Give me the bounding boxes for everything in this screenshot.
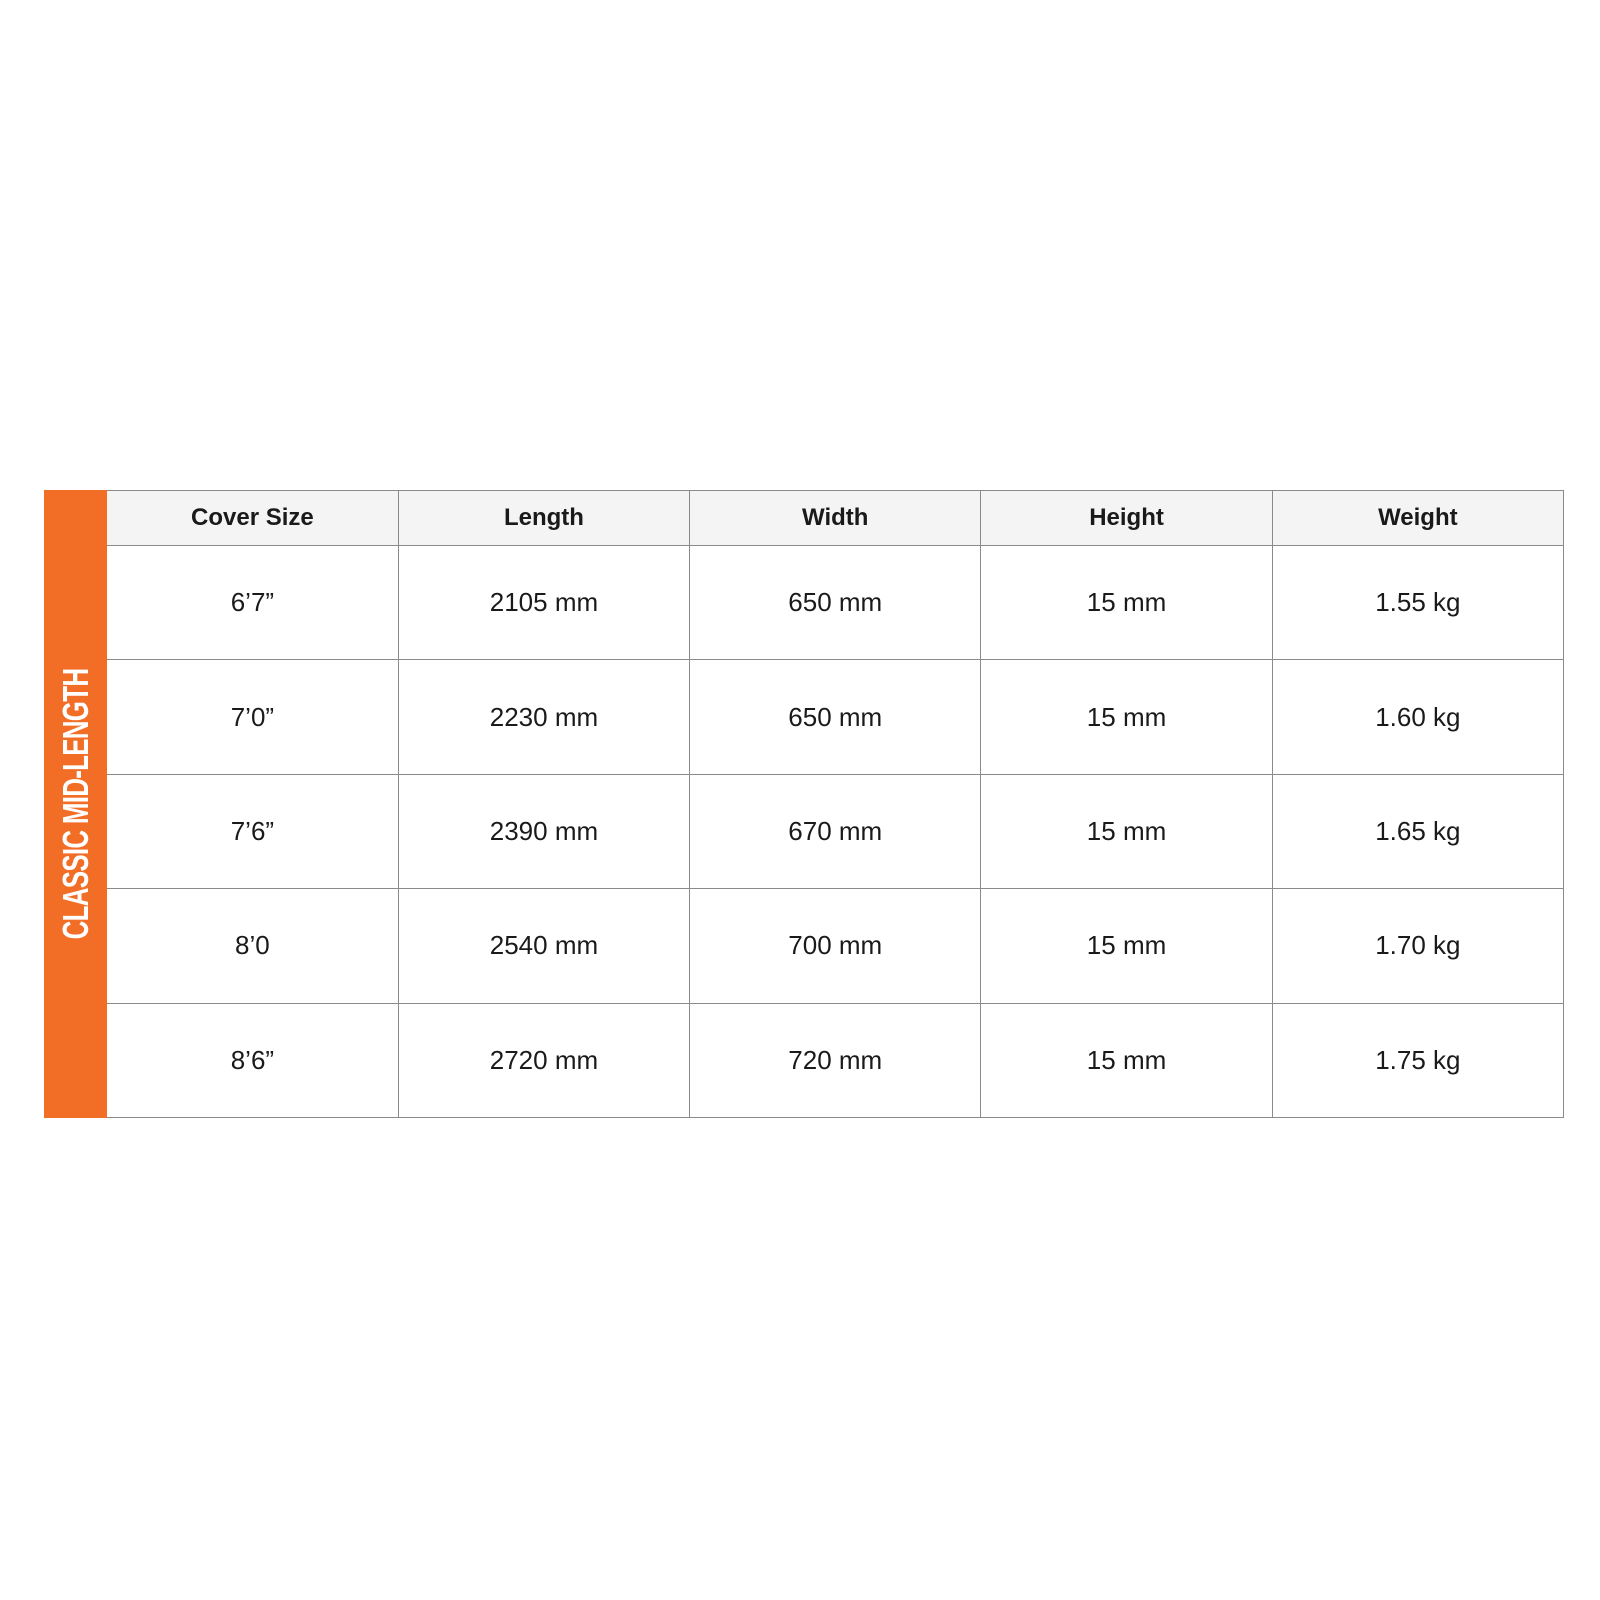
cell-length: 2105 mm: [398, 546, 689, 660]
cell-weight: 1.55 kg: [1272, 546, 1563, 660]
cell-weight: 1.75 kg: [1272, 1003, 1563, 1117]
column-header-width: Width: [690, 491, 981, 546]
spec-table: [107, 490, 1564, 1118]
cell-height: 15 mm: [981, 889, 1272, 1003]
cell-width: 650 mm: [690, 546, 981, 660]
column-header-cover-size: Cover Size: [107, 491, 398, 546]
cell-weight: 1.70 kg: [1272, 889, 1563, 1003]
table-row: [107, 660, 1564, 774]
column-header-height: Height: [981, 491, 1272, 546]
cell-height: 15 mm: [981, 660, 1272, 774]
cell-weight: 1.60 kg: [1272, 660, 1563, 774]
table-row: [107, 889, 1564, 1003]
category-label: CLASSIC MID-LENGTH: [54, 668, 96, 940]
cell-cover-size: 6’7”: [107, 546, 398, 660]
cell-weight: 1.65 kg: [1272, 774, 1563, 888]
cell-cover-size: 8’0: [107, 889, 398, 1003]
cell-length: 2540 mm: [398, 889, 689, 1003]
table-row: [107, 1003, 1564, 1117]
table-header-row: [107, 491, 1564, 546]
cell-height: 15 mm: [981, 1003, 1272, 1117]
cell-length: 2720 mm: [398, 1003, 689, 1117]
table-row: [107, 774, 1564, 888]
cell-height: 15 mm: [981, 774, 1272, 888]
cell-cover-size: 7’0”: [107, 660, 398, 774]
size-chart: [44, 490, 1564, 1118]
cell-width: 720 mm: [690, 1003, 981, 1117]
cell-width: 700 mm: [690, 889, 981, 1003]
cell-length: 2390 mm: [398, 774, 689, 888]
cell-width: 650 mm: [690, 660, 981, 774]
cell-height: 15 mm: [981, 546, 1272, 660]
category-band: [44, 490, 107, 1118]
column-header-length: Length: [398, 491, 689, 546]
cell-cover-size: 8’6”: [107, 1003, 398, 1117]
cell-cover-size: 7’6”: [107, 774, 398, 888]
cell-width: 670 mm: [690, 774, 981, 888]
cell-length: 2230 mm: [398, 660, 689, 774]
column-header-weight: Weight: [1272, 491, 1563, 546]
table-row: [107, 546, 1564, 660]
